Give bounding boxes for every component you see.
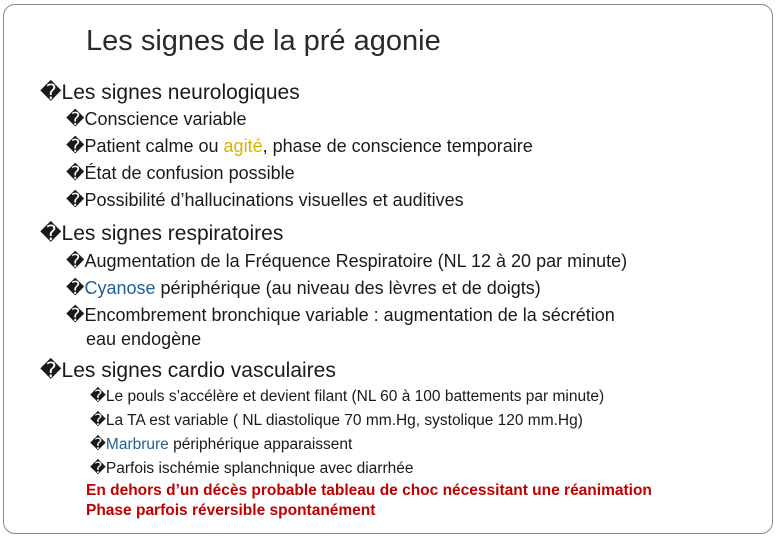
section-heading-neurologiques: �Les signes neurologiques [40, 80, 300, 104]
bullet-icon: � [66, 305, 85, 326]
bullet-icon: � [66, 109, 85, 130]
highlight-marbrure: Marbrure [105, 436, 169, 453]
bullet-icon: � [66, 136, 85, 157]
highlight-agite: agité [223, 136, 263, 156]
list-item: �État de confusion possible [66, 163, 295, 184]
list-item: �Patient calme ou agité, phase de conscience temporaire [66, 136, 533, 157]
bullet-icon: � [66, 251, 85, 272]
bullet-icon: � [40, 358, 62, 382]
list-item: �Cyanose périphérique (au niveau des lèvres et de doigts) [66, 278, 541, 299]
bullet-icon: � [66, 163, 85, 184]
bullet-icon: � [66, 278, 85, 299]
bullet-icon: � [66, 190, 85, 211]
list-item: �Conscience variable [66, 109, 247, 130]
list-item: �Augmentation de la Fréquence Respiratoire (NL 12 à 20 par minute) [66, 251, 628, 272]
highlight-cyanose: Cyanose [84, 278, 156, 298]
list-item: �Encombrement bronchique variable : augmentation de la sécrétion [66, 305, 615, 326]
bullet-icon: � [90, 411, 106, 429]
note-reversible: Phase parfois réversible spontanément [86, 502, 376, 519]
list-item: �Le pouls s’accélère et devient filant (NL 60 à 100 battements par minute) [90, 387, 605, 405]
slide-title: Les signes de la pré agonie [86, 25, 441, 57]
note-choc: En dehors d’un décès probable tableau de choc nécessitant une réanimation [86, 482, 652, 499]
list-item: �Parfois ischémie splanchnique avec diarrhée [90, 459, 414, 477]
list-item: �Marbrure périphérique apparaissent [90, 435, 353, 453]
bullet-icon: � [90, 387, 106, 405]
list-item: �La TA est variable ( NL diastolique 70 mm.Hg, systolique 120 mm.Hg) [90, 411, 583, 429]
list-item: �Possibilité d’hallucinations visuelles et auditives [66, 190, 464, 211]
section-heading-cardio-vasculaires: �Les signes cardio vasculaires [40, 358, 336, 382]
bullet-icon: � [40, 80, 62, 104]
section-heading-respiratoires: �Les signes respiratoires [40, 221, 284, 245]
bullet-icon: � [90, 435, 106, 453]
bullet-icon: � [90, 459, 106, 477]
bullet-icon: � [40, 221, 62, 245]
list-item-continuation: eau endogène [86, 329, 202, 349]
